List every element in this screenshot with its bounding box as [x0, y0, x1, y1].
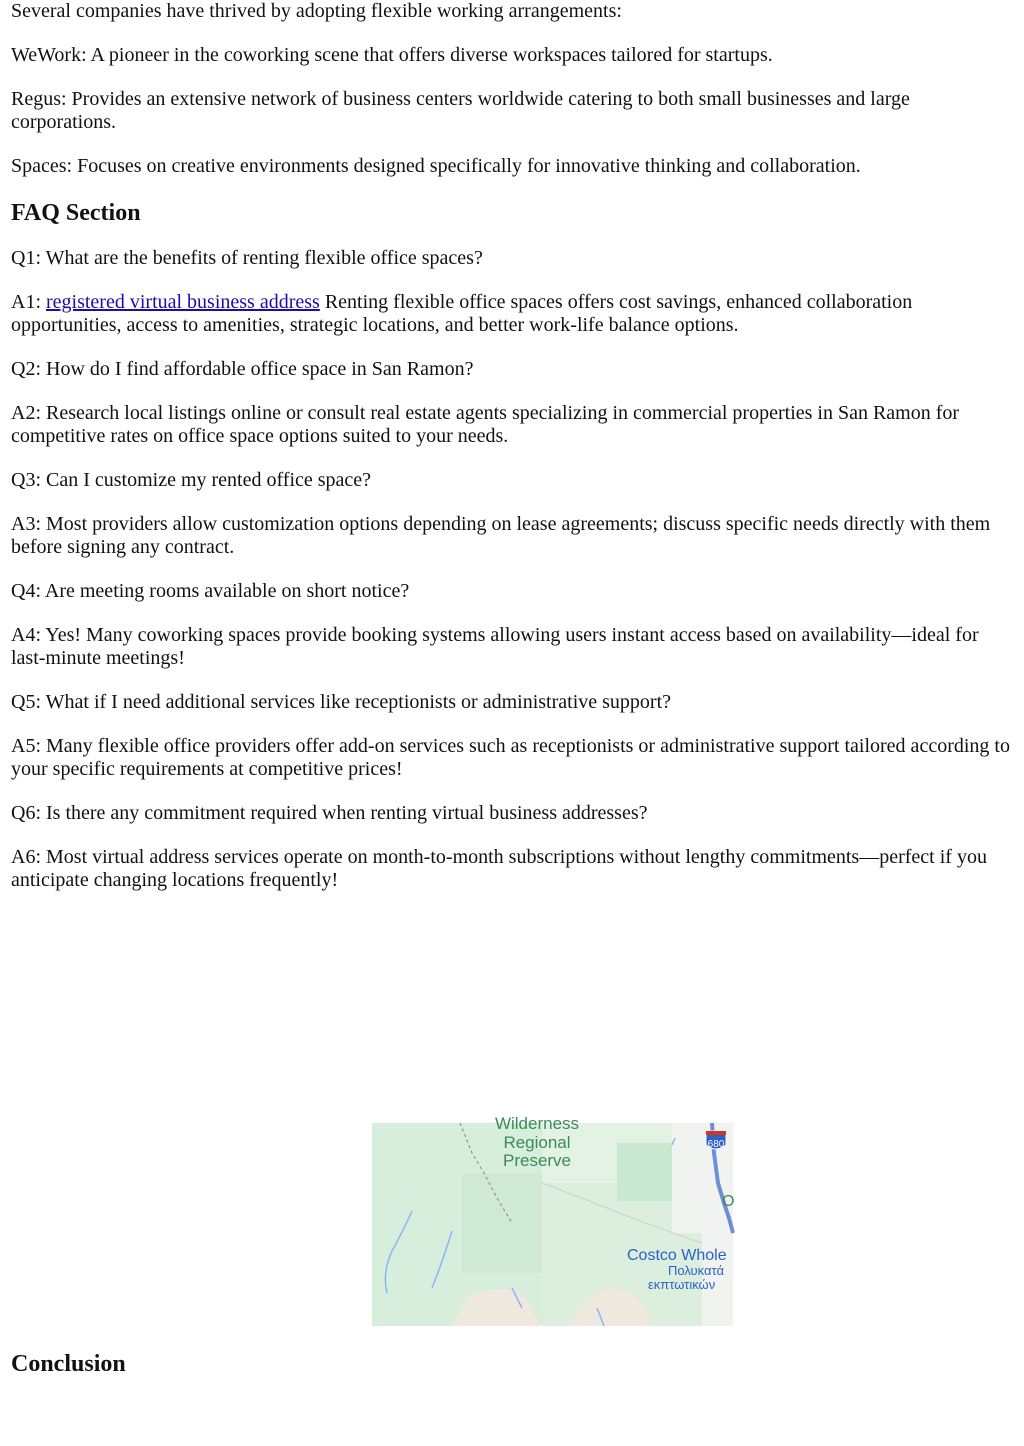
- faq-question-2: Q2: How do I find affordable office space in San Ramon?: [11, 358, 474, 380]
- map-label-regional: Regional: [503, 1133, 571, 1152]
- conclusion-heading: Conclusion: [11, 1351, 126, 1377]
- faq-question-1: Q1: What are the benefits of renting flexible office spaces?: [11, 247, 483, 269]
- answer-text: Renting flexible office spaces offers cost savings, enhanced collaboration opportunities, access to amenities, strategic locations, and better work-life balance options.: [11, 291, 913, 336]
- faq-answer-5: A5: Many flexible office providers offer add-on services such as receptionists or administrative support tailored according to your specific requirements at competitive prices!: [11, 735, 1010, 780]
- answer-prefix: A1:: [11, 291, 46, 313]
- park-area: [462, 1173, 542, 1273]
- company-wework: WeWork: A pioneer in the coworking scene that offers diverse workspaces tailored for startups.: [11, 44, 773, 66]
- company-regus: Regus: Provides an extensive network of business centers worldwide catering to both small businesses and large corporations.: [11, 88, 910, 133]
- faq-question-3: Q3: Can I customize my rented office space?: [11, 469, 372, 491]
- map-label-wilderness: Wilderness: [494, 1114, 580, 1133]
- article-content: [11, 0, 1015, 913]
- faq-question-5: Q5: What if I need additional services like receptionists or administrative support?: [11, 691, 671, 713]
- map-label-edge: O: [722, 1193, 735, 1210]
- map-label-preserve: Preserve: [502, 1151, 572, 1170]
- faq-answer-4: A4: Yes! Many coworking spaces provide booking systems allowing users instant access based on availability—ideal for last-minute meetings!: [11, 624, 979, 669]
- faq-heading: FAQ Section: [11, 200, 141, 226]
- virtual-address-link[interactable]: registered virtual business address: [46, 291, 320, 313]
- faq-answer-1: [11, 291, 1015, 337]
- company-spaces: Spaces: Focuses on creative environments designed specifically for innovative thinking and collaboration.: [11, 155, 861, 177]
- highway-number: 680: [707, 1139, 725, 1150]
- map-label-greek-1: Πολυκατά: [668, 1263, 724, 1278]
- faq-answer-6: A6: Most virtual address services operate on month-to-month subscriptions without lengthy commitments—perfect if you anticipate changing locations frequently!: [11, 846, 987, 891]
- highway-shield-icon: [706, 1131, 726, 1150]
- map-embed[interactable]: [372, 1114, 735, 1326]
- map-image: [372, 1114, 735, 1326]
- faq-answer-2: A2: Research local listings online or consult real estate agents specializing in commercial properties in San Ramon for competitive rates on office space options suited to your needs.: [11, 402, 960, 447]
- map-label-greek-2: εκπτωτικών: [648, 1277, 716, 1292]
- map-label-costco: Costco Whole: [627, 1247, 727, 1264]
- faq-question-6: Q6: Is there any commitment required when renting virtual business addresses?: [11, 802, 648, 824]
- faq-answer-3: A3: Most providers allow customization options depending on lease agreements; discuss specific needs directly with them before signing any contract.: [11, 513, 991, 558]
- faq-question-4: Q4: Are meeting rooms available on short notice?: [11, 580, 410, 602]
- park-area: [617, 1143, 672, 1201]
- intro-paragraph: Several companies have thrived by adopting flexible working arrangements:: [11, 0, 622, 22]
